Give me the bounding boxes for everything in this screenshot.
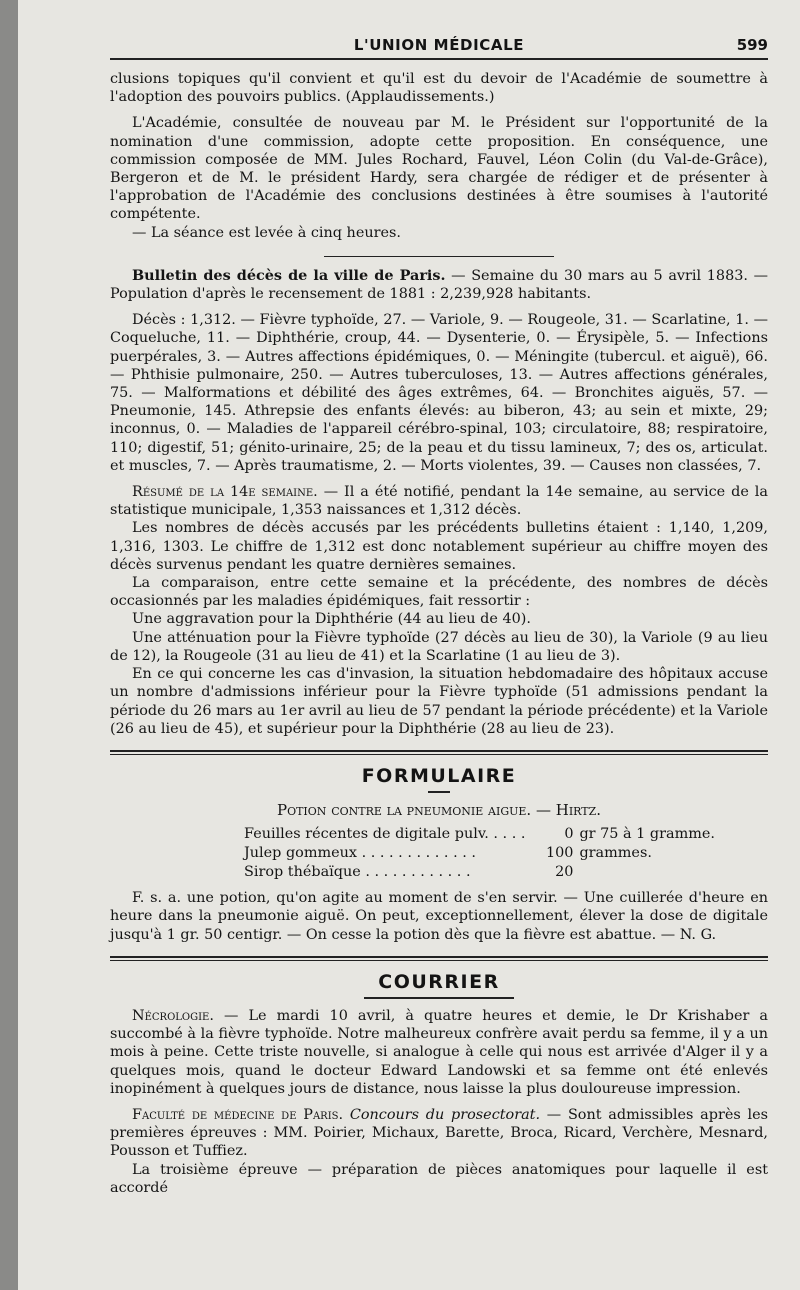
recipe-table [244,825,715,881]
necrologie-label: Nécrologie. [132,1007,214,1024]
bulletin-deaths: Décès : 1,312. — Fièvre typhoïde, 27. — Variole, 9. — Rougeole, 31. — Scarlatine, 1. — Coqueluche, 11. — Diphthérie, croup, 44. — Dysenterie, 0. — Érysipèle, 5. — Infections puerpérales, 3. — Autres affections épidémiques, 0. — Méningite (tubercul. et aiguë), 66. — Phthisie pulmonaire, 250. — Autres tuberculoses, 13. — Autres affections générales, 75. — Malformations et débilité des âges extrêmes, 64. — Bronchites aiguës, 57. — Pneumonie, 145. Athrepsie des enfants élevés: au biberon, 43; au sein et mixte, 29; inconnus, 0. — Maladies de l'appareil cérébro-spinal, 103; circulatoire, 88; respiratoire, 110; digestif, 51; génito-urinaire, 25; de la peau et du tissu lamineux, 7; des os, articulat. et muscles, 7. — Après traumatisme, 2. — Morts violentes, 39. — Causes non classées, 7. [110,312,768,474]
heading-underline [428,791,450,793]
formulaire-heading: FORMULAIRE [361,764,517,787]
concours-title: Concours du prosectorat. [349,1106,541,1123]
courrier-heading: COURRIER [378,970,500,993]
running-header [110,30,768,56]
header-rule [110,58,768,60]
bulletin-intro [110,267,768,303]
ingredient-qty: 20 [555,863,574,880]
faculte-paragraph [110,1106,768,1161]
ingredient-name: Feuilles récentes de digitale pulv. . . . . [244,826,526,843]
attenuation-paragraph: Une atténuation pour la Fièvre typhoïde (27 décès au lieu de 30), la Variole (9 au lieu de 12), la Rougeole (31 au lieu de 41) et la Scarlatine (1 au lieu de 3). [110,629,768,664]
faculte-label: Faculté de médecine de Paris. [132,1106,344,1123]
ingredient-qty: 100 [546,844,574,861]
page-number: 599 [736,36,768,54]
double-rule [110,750,768,755]
journal-title: L'UNION MÉDICALE [353,36,525,54]
newspaper-page [18,0,800,1290]
invasion-paragraph: En ce qui concerne les cas d'invasion, la situation hebdomadaire des hôpitaux accuse un nombre d'admissions inférieur pour la Fièvre typhoïde (51 admissions pendant la période du 26 mars au 1er avril au lieu de 57 pendant la période précédente) et la Variole (26 au lieu de 45), et supérieur pour la Diphthérie (28 au lieu de 23). [110,666,768,737]
double-rule [110,956,768,961]
necrologie-text: — Le mardi 10 avril, à quatre heures et demie, le Dr Krishaber a succombé à la fièvre typhoïde. Notre malheureux confrère avait perdu sa femme, il y a un mois à peine. Cette triste nouvelle, si analogue à celle qui nous est arrivée d'Alger il y a quelques mois, quand le docteur Edward Landowski et sa femme ont été enlevés inopinément à quelques jours de distance, nous laisse la plus douloureuse impression. [110,1007,769,1097]
recipe-row [244,863,715,882]
text-column [110,30,768,1197]
academie-paragraph: L'Académie, consultée de nouveau par M. le Président sur l'opportunité de la nomination d'une commission, adopte cette proposition. En conséquence, une commission composée de MM. Jules Rochard, Fauvel, Léon Colin (du Val-de-Grâce), Bergeron et de M. le président Hardy, sera chargée de rédiger et de présenter à l'approbation de l'Académie des conclusions destinées à être soumises à l'autorité compétente. [110,115,768,223]
recipe-row [244,844,715,863]
troisieme-epreuve: La troisième épreuve — préparation de pièces anatomiques pour laquelle il est accordé [110,1161,768,1196]
recipe-row [244,825,715,844]
ingredient-unit: gr 75 à 1 gramme. [579,826,715,843]
ingredient-name: Julep gommeux . . . . . . . . . . . . . [244,844,476,861]
section-divider [324,256,554,257]
resume-label: Résumé de la 14e semaine. [132,484,318,501]
heading-underline [364,997,514,999]
recipe-instructions: F. s. a. une potion, qu'on agite au moment de s'en servir. — Une cuillerée d'heure en heure dans la pneumonie aiguë. On peut, exceptionnellement, élever la dose de digitale jusqu'à 1 gr. 50 centigr. — On cesse la potion dès que la fièvre est abattue. — N. G. [110,890,768,943]
necrologie-paragraph [110,1007,768,1098]
previous-bulletins: Les nombres de décès accusés par les précédents bulletins étaient : 1,140, 1,209, 1,316, 1303. Le chiffre de 1,312 est donc notablement supérieur au chiffre moyen des décès survenus pendant les quatre dernières semaines. [110,520,768,573]
ingredient-unit [579,863,715,882]
comparison-paragraph: La comparaison, entre cette semaine et la précédente, des nombres de décès occasionnés par les maladies épidémiques, fait ressortir : [110,575,768,610]
bulletin-week: — Semaine du 30 mars au 5 avril 1883. — Population d'après le recensement de 1881 : 2,239,928 habitants. [110,267,769,303]
resume-paragraph [110,483,768,519]
resume-text: — Il a été notifié, pendant la 14e semaine, au service de la statistique municipale, 1,353 naissances et 1,312 décès. [110,484,768,519]
ingredient-qty: 0 [564,826,574,843]
aggravation-paragraph: Une aggravation pour la Diphthérie (44 au lieu de 40). [132,611,531,628]
continued-paragraph: clusions topiques qu'il convient et qu'il est du devoir de l'Académie de soumettre à l'adoption des pouvoirs publics. (Applaudissements.) [110,71,768,106]
ingredient-name: Sirop thébaïque . . . . . . . . . . . . [244,863,471,880]
recipe-title: Potion contre la pneumonie aigue. — Hirtz. [276,801,602,820]
bulletin-title: Bulletin des décès de la ville de Paris. [132,266,446,284]
ingredient-unit: grammes. [579,844,652,861]
seance-closing: — La séance est levée à cinq heures. [132,224,401,241]
faculte-text: — Sont admissibles après les premières épreuves : MM. Poirier, Michaux, Barette, Broca, Ricard, Verchère, Mesnard, Pousson et Tuffiez. [110,1106,769,1160]
